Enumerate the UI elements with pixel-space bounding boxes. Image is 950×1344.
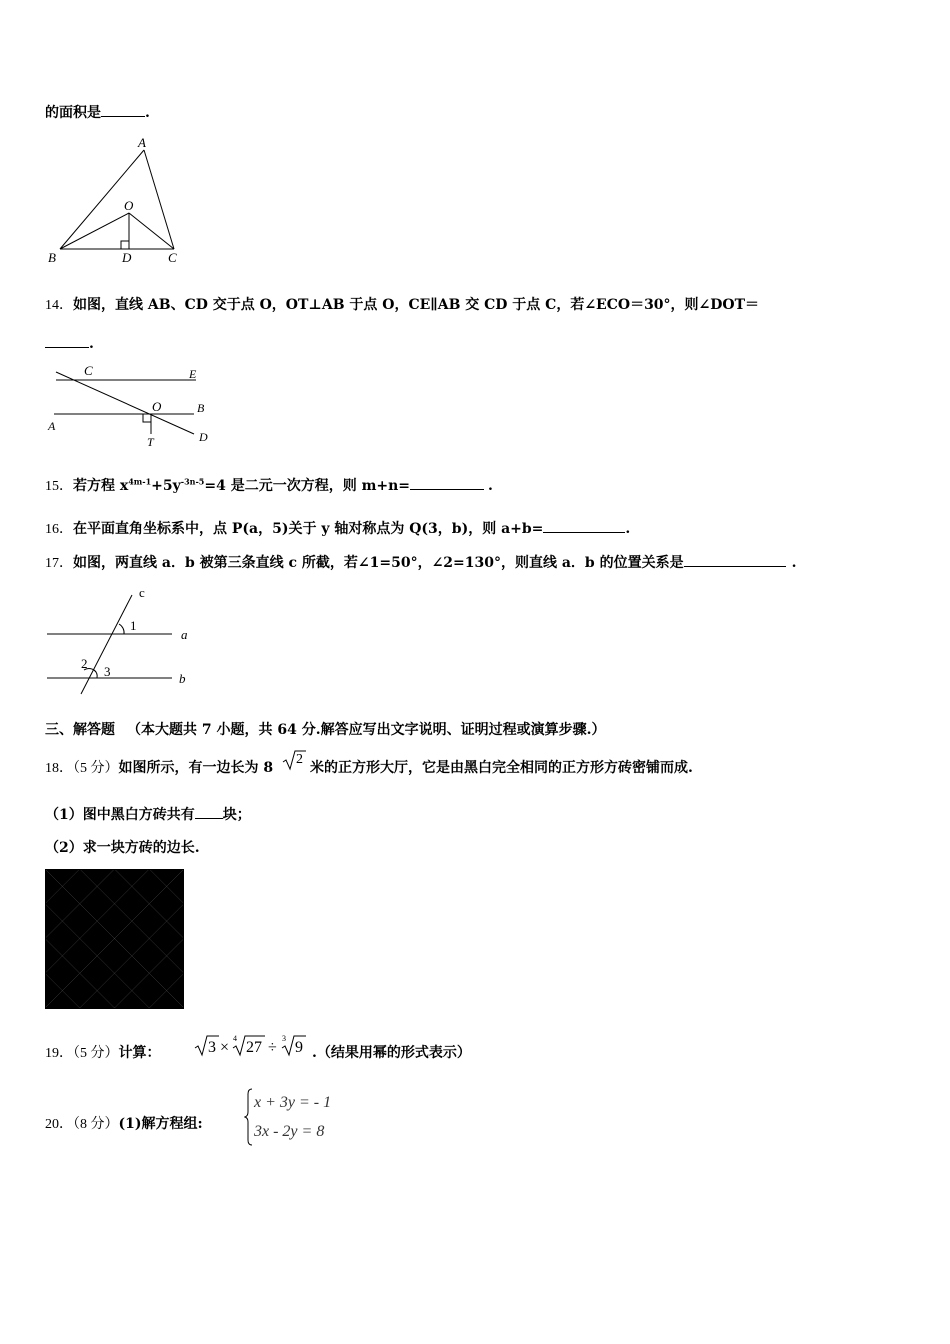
- q19-label: 计算：: [118, 1045, 161, 1061]
- q19-radicand-2: 27: [246, 1039, 262, 1056]
- q13-answer-blank: [101, 102, 145, 117]
- q14-end: .: [89, 336, 94, 352]
- label-c: c: [139, 585, 145, 600]
- q19-number: 19．: [45, 1046, 73, 1061]
- label-d: D: [122, 250, 132, 265]
- q19-index-4: 4: [233, 1034, 237, 1043]
- label-a: A: [48, 419, 56, 433]
- label-d: D: [199, 430, 208, 444]
- q15-end: .: [488, 478, 493, 494]
- black-tile: [184, 921, 185, 956]
- q13-triangle-figure: [40, 130, 190, 270]
- q19-times: ×: [220, 1039, 230, 1056]
- q19-note: .（结果用幂的形式表示）: [312, 1045, 471, 1061]
- q15-pre: 若方程 x: [73, 478, 129, 494]
- section-3-title: 三、解答题: [45, 722, 115, 738]
- angle-3-arc: [94, 670, 97, 678]
- q18-tile-floor-figure: [45, 869, 185, 1011]
- q14-question: [45, 295, 759, 316]
- q19-note-wrap: [312, 1043, 471, 1063]
- q19-divide: ÷: [268, 1039, 277, 1056]
- segment-ac: [144, 150, 174, 249]
- section-3-note: （本大题共 7 小题，共 64 分.解答应写出文字说明、证明过程或演算步骤.）: [127, 722, 606, 738]
- label-2: 2: [81, 656, 88, 671]
- label-1: 1: [130, 618, 137, 633]
- label-t: T: [147, 435, 154, 449]
- label-b: B: [197, 401, 205, 415]
- black-tile: [184, 886, 185, 921]
- q18-sub1-pre: （1）图中黑白方砖共有: [45, 807, 195, 823]
- q18-score: （5 分）: [73, 761, 119, 776]
- q18-sub1-post: 块；: [222, 807, 251, 823]
- label-o: O: [124, 198, 134, 213]
- q20-number: 20．: [45, 1117, 73, 1132]
- q18-sub2: [45, 838, 200, 858]
- q13-tail: [45, 102, 150, 123]
- q17-text: 如图，两直线 a．b 被第三条直线 c 所截，若∠1=50°，∠2=130°，则直线 a．b 的位置关系是: [73, 555, 684, 571]
- q19-index-3: 3: [282, 1034, 286, 1043]
- q17-parallel-figure: [44, 582, 204, 697]
- q13-end: .: [145, 105, 150, 121]
- q18-sub2-text: （2）求一块方砖的边长.: [45, 840, 200, 856]
- q19-expression: [193, 1030, 311, 1060]
- right-angle-mark: [143, 414, 151, 422]
- q15-number: 15．: [45, 479, 73, 494]
- label-3: 3: [104, 664, 111, 679]
- q17-number: 17．: [45, 556, 73, 571]
- q14-text: 如图，直线 AB、CD 交于点 O，OT⊥AB 于点 O，CE∥AB 交 CD 于点 C，若∠ECO＝30°，则∠DOT＝: [73, 297, 760, 313]
- q20-equation-1: x + 3y = - 1: [254, 1094, 332, 1111]
- label-b: B: [48, 250, 56, 265]
- section-3-heading: [45, 720, 605, 740]
- line-c: [81, 595, 132, 694]
- black-tile: [184, 991, 185, 1011]
- segment-bo: [60, 213, 129, 249]
- q16-end: .: [625, 521, 631, 537]
- q15-mid: +5y: [151, 478, 181, 494]
- q18-question: [45, 752, 693, 779]
- q17-answer-blank: [684, 552, 786, 567]
- system-brace: [245, 1089, 252, 1145]
- q18-number: 18．: [45, 761, 73, 776]
- label-b: b: [179, 671, 186, 686]
- q20-question: [45, 1114, 203, 1135]
- label-a: A: [138, 135, 146, 150]
- label-a: a: [181, 627, 188, 642]
- q15-post: =4 是二元一次方程，则 m+n=: [204, 478, 411, 494]
- q20-equation-2: 3x - 2y = 8: [254, 1123, 325, 1140]
- q15-answer-blank: [410, 475, 484, 490]
- angle-1-arc: [119, 624, 124, 634]
- q19-question: [45, 1043, 161, 1064]
- right-angle-mark: [121, 241, 129, 249]
- q14-answer-blank: [45, 333, 89, 348]
- q18-radicand: 2: [296, 752, 303, 767]
- q20-equation-system: [244, 1086, 354, 1148]
- black-tile: [184, 956, 185, 991]
- label-c: C: [168, 250, 177, 265]
- q19-radicand-3: 9: [295, 1039, 303, 1056]
- q17-question: [45, 552, 796, 574]
- q15-exponent-1: 4m-1: [128, 476, 152, 487]
- q20-score: （8 分）: [73, 1117, 119, 1132]
- q17-end: .: [791, 555, 797, 571]
- q19-score: （5 分）: [73, 1046, 119, 1061]
- q18-sub1: [45, 804, 251, 825]
- q18-sub1-blank: [195, 804, 223, 819]
- line-cd: [56, 372, 194, 434]
- q14-answer-line: [45, 333, 94, 354]
- label-c: C: [84, 363, 93, 378]
- q13-tail-text: 的面积是: [45, 105, 101, 121]
- label-o: O: [152, 399, 162, 414]
- q16-number: 16．: [45, 522, 73, 537]
- black-tile: [184, 869, 185, 886]
- q18-sqrt: [282, 749, 306, 771]
- label-e: E: [189, 367, 197, 381]
- tile-pattern: [45, 869, 185, 1011]
- q14-lines-figure: [44, 360, 219, 450]
- q14-number: 14．: [45, 298, 73, 313]
- q18-pre: 如图所示，有一边长为 8: [118, 760, 274, 776]
- q16-text: 在平面直角坐标系中，点 P(a，5)关于 y 轴对称点为 Q(3，b)，则 a+b=: [73, 521, 544, 537]
- q19-radicand-1: 3: [208, 1039, 216, 1056]
- q16-answer-blank: [543, 518, 625, 533]
- q15-exponent-2: -3n-5: [180, 476, 205, 487]
- q20-label: (1)解方程组:: [118, 1116, 203, 1132]
- q16-question: [45, 518, 630, 540]
- q18-post: 米的正方形大厅，它是由黑白完全相同的正方形方砖密铺而成.: [310, 760, 693, 776]
- segment-co: [129, 213, 174, 249]
- q15-question: [45, 475, 493, 497]
